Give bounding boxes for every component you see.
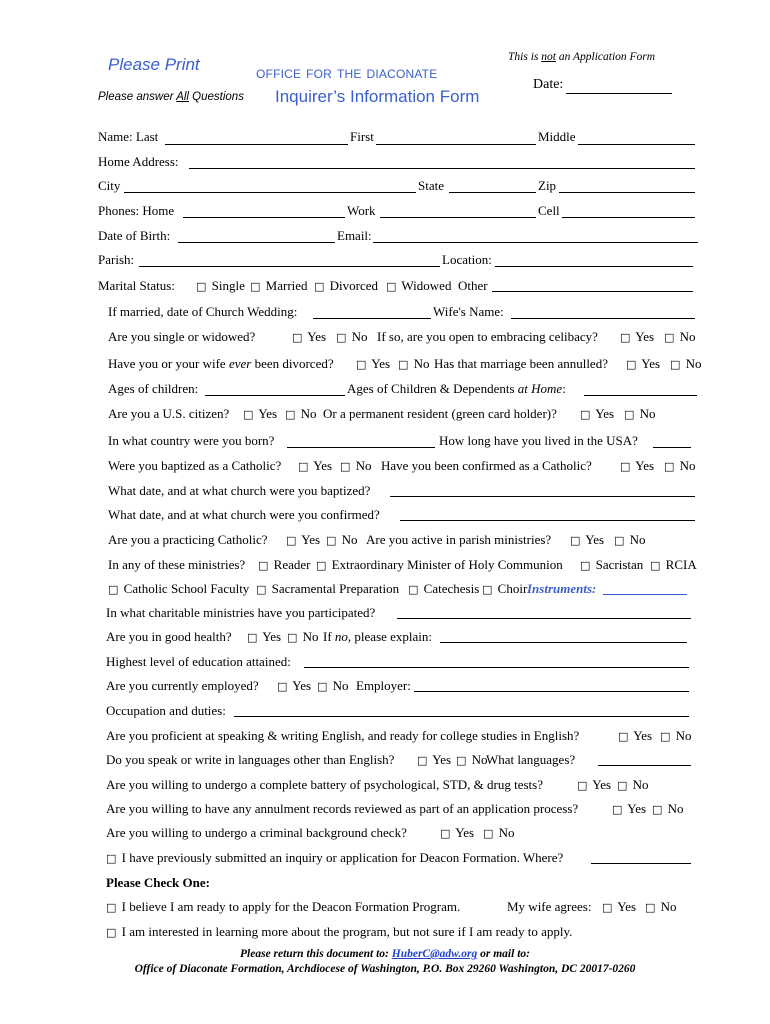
permanent-resident-no[interactable]: □ No	[624, 406, 656, 421]
instruments-label: Instruments:	[527, 581, 597, 596]
annulment-records-yes[interactable]: □ Yes	[612, 801, 647, 816]
home-address-label: Home Address:	[98, 154, 179, 169]
permanent-resident-yes[interactable]: □ Yes	[580, 406, 615, 421]
annulment-records-no[interactable]: □ No	[652, 801, 684, 816]
please-print-label: Please Print	[108, 55, 200, 74]
date-label: Date:	[533, 77, 564, 92]
wedding-date-field[interactable]	[313, 318, 431, 319]
first-name-field[interactable]	[376, 144, 536, 145]
education-label: Highest level of education attained:	[106, 654, 291, 669]
work-phone-field[interactable]	[380, 217, 536, 218]
sacristan-option[interactable]: □ Sacristan	[580, 557, 644, 572]
wife-agrees-label: My wife agrees:	[507, 899, 592, 914]
school-faculty-option[interactable]: □ Catholic School Faculty	[108, 581, 250, 596]
what-languages-label: What languages?	[486, 752, 576, 767]
celibacy-yes[interactable]: □ Yes	[620, 329, 655, 344]
parish-ministries-question: Are you active in parish ministries?	[366, 532, 552, 547]
health-explain-label: If no, please explain:	[323, 629, 433, 644]
single-widowed-yes[interactable]: □ Yes	[292, 329, 327, 344]
charitable-field[interactable]	[397, 618, 691, 619]
ages-home-field[interactable]	[584, 395, 697, 396]
single-widowed-no[interactable]: □ No	[336, 329, 368, 344]
practicing-question: Are you a practicing Catholic?	[108, 532, 268, 547]
emhc-option[interactable]: □ Extraordinary Minister of Holy Communion	[316, 557, 563, 572]
rcia-option[interactable]: □ RCIA	[650, 557, 697, 572]
birth-country-field[interactable]	[287, 447, 435, 448]
tests-yes[interactable]: □ Yes	[577, 777, 612, 792]
state-field[interactable]	[449, 192, 536, 193]
wife-agrees-yes[interactable]: □ Yes	[602, 899, 637, 914]
health-no[interactable]: □ No	[287, 629, 319, 644]
home-address-field[interactable]	[189, 168, 695, 169]
citizen-question: Are you a U.S. citizen?	[108, 406, 230, 421]
ages-children-field[interactable]	[205, 395, 345, 396]
not-application-note: This is not an Application Form	[508, 51, 656, 63]
education-field[interactable]	[304, 667, 689, 668]
single-checkbox[interactable]: □	[196, 280, 207, 293]
wife-name-field[interactable]	[511, 318, 695, 319]
languages-no[interactable]: □ No	[456, 752, 488, 767]
confirmed-question: Have you been confirmed as a Catholic?	[381, 458, 592, 473]
baptism-details-field[interactable]	[390, 496, 695, 497]
divorce-yes[interactable]: □ Yes	[356, 356, 391, 371]
date-field[interactable]	[566, 93, 672, 94]
background-check-no[interactable]: □ No	[483, 825, 515, 840]
married-checkbox[interactable]: □	[250, 280, 261, 293]
english-no[interactable]: □ No	[660, 728, 692, 743]
usa-duration-field[interactable]	[653, 447, 691, 448]
background-check-yes[interactable]: □ Yes	[440, 825, 475, 840]
birth-country-question: In what country were you born?	[108, 433, 275, 448]
english-question: Are you proficient at speaking & writing English, and ready for college studies in English?	[106, 728, 580, 743]
email-label: Email:	[337, 228, 372, 243]
practicing-yes[interactable]: □ Yes	[286, 532, 321, 547]
celibacy-no[interactable]: □ No	[664, 329, 696, 344]
parish-label: Parish:	[98, 252, 135, 267]
ages-home-label: Ages of Children & Dependents at Home:	[347, 381, 566, 396]
charitable-question: In what charitable ministries have you participated?	[106, 605, 376, 620]
email-field[interactable]	[373, 242, 698, 243]
widowed-checkbox[interactable]: □	[386, 280, 397, 293]
cell-phone-label: Cell	[538, 203, 560, 218]
occupation-field[interactable]	[234, 716, 689, 717]
single-widowed-question: Are you single or widowed?	[108, 329, 256, 344]
learn-more-option[interactable]: □ I am interested in learning more about the program, but not sure if I am ready to apply.	[106, 924, 573, 939]
last-name-field[interactable]	[165, 144, 348, 145]
marital-status-label: Marital Status:	[98, 278, 175, 293]
city-field[interactable]	[124, 192, 416, 193]
employer-label: Employer:	[356, 678, 411, 693]
choir-option[interactable]: □ Choir	[482, 581, 528, 596]
confirmation-details-question: What date, and at what church were you confirmed?	[108, 507, 380, 522]
divorced-option[interactable]: □ Divorced	[314, 278, 379, 293]
annulled-question: Has that marriage been annulled?	[434, 356, 608, 371]
citizen-yes[interactable]: □ Yes	[243, 406, 278, 421]
dob-label: Date of Birth:	[98, 228, 171, 243]
baptism-details-question: What date, and at what church were you baptized?	[108, 483, 371, 498]
middle-name-label: Middle	[538, 129, 576, 144]
state-label: State	[418, 178, 444, 193]
parish-ministries-no[interactable]: □ No	[614, 532, 646, 547]
citizen-no[interactable]: □ No	[285, 406, 317, 421]
wife-name-label: Wife's Name:	[433, 304, 504, 319]
baptized-question: Were you baptized as a Catholic?	[108, 458, 282, 473]
catechesis-option[interactable]: □ Catechesis	[408, 581, 480, 596]
parish-field[interactable]	[139, 266, 440, 267]
previous-inquiry-field[interactable]	[591, 863, 691, 864]
languages-question: Do you speak or write in languages other than English?	[106, 752, 395, 767]
divorce-question: Have you or your wife ever been divorced?	[108, 356, 334, 371]
mailing-address: Office of Diaconate Formation, Archdiocese of Washington, P.O. Box 29260 Washington, DC 20017-0260	[134, 963, 636, 975]
tests-question: Are you willing to undergo a complete battery of psychological, STD, & drug tests?	[106, 777, 543, 792]
sacramental-prep-option[interactable]: □ Sacramental Preparation	[256, 581, 400, 596]
first-name-label: First	[350, 129, 374, 144]
employment-no[interactable]: □ No	[317, 678, 349, 693]
dob-field[interactable]	[178, 242, 335, 243]
single-option[interactable]: □ Single	[196, 278, 245, 293]
confirmation-details-field[interactable]	[400, 520, 695, 521]
ready-apply-option[interactable]: □ I believe I am ready to apply for the Deacon Formation Program.	[106, 899, 461, 914]
annulled-no[interactable]: □ No	[670, 356, 702, 371]
divorce-no[interactable]: □ No	[398, 356, 430, 371]
annulment-records-question: Are you willing to have any annulment records reviewed as part of an application process?	[106, 801, 579, 816]
return-instructions: Please return this document to: HuberC@adw.org or mail to:	[240, 948, 530, 960]
tests-no[interactable]: □ No	[617, 777, 649, 792]
answer-all-instruction: Please answer All Questions	[98, 91, 244, 103]
what-languages-field[interactable]	[598, 765, 691, 766]
health-yes[interactable]: □ Yes	[247, 629, 282, 644]
form-title-office: office for the diaconate	[256, 63, 438, 82]
cell-phone-field[interactable]	[562, 217, 695, 218]
practicing-no[interactable]: □ No	[326, 532, 358, 547]
baptized-no[interactable]: □ No	[340, 458, 372, 473]
zip-field[interactable]	[559, 192, 695, 193]
instruments-field[interactable]	[603, 594, 687, 595]
marital-other-field[interactable]	[492, 291, 693, 292]
location-label: Location:	[442, 252, 492, 267]
health-explain-field[interactable]	[440, 642, 687, 643]
ages-children-label: Ages of children:	[108, 381, 199, 396]
permanent-resident-question: Or a permanent resident (green card holder)?	[323, 406, 557, 421]
wedding-date-label: If married, date of Church Wedding:	[108, 304, 298, 319]
home-phone-label: Phones: Home	[98, 203, 175, 218]
employment-yes[interactable]: □ Yes	[277, 678, 312, 693]
occupation-label: Occupation and duties:	[106, 703, 226, 718]
previous-inquiry-option[interactable]: □ I have previously submitted an inquiry or application for Deacon Formation. Where?	[106, 850, 564, 865]
other-label: Other	[458, 278, 488, 293]
married-option[interactable]: □ Married	[250, 278, 308, 293]
location-field[interactable]	[495, 266, 693, 267]
confirmed-no[interactable]: □ No	[664, 458, 696, 473]
middle-name-field[interactable]	[578, 144, 695, 145]
english-yes[interactable]: □ Yes	[618, 728, 653, 743]
background-check-question: Are you willing to undergo a criminal background check?	[106, 825, 407, 840]
employer-field[interactable]	[414, 691, 689, 692]
employment-question: Are you currently employed?	[106, 678, 259, 693]
ministries-question: In any of these ministries?	[108, 557, 246, 572]
widowed-option[interactable]: □ Widowed	[386, 278, 452, 293]
please-check-one-label: Please Check One:	[106, 875, 210, 890]
wife-agrees-no[interactable]: □ No	[645, 899, 677, 914]
languages-yes[interactable]: □ Yes	[417, 752, 452, 767]
baptized-yes[interactable]: □ Yes	[298, 458, 333, 473]
reader-option[interactable]: □ Reader	[258, 557, 311, 572]
divorced-checkbox[interactable]: □	[314, 280, 325, 293]
city-label: City	[98, 178, 121, 193]
confirmed-yes[interactable]: □ Yes	[620, 458, 655, 473]
form-title: Inquirer’s Information Form	[275, 87, 480, 106]
home-phone-field[interactable]	[183, 217, 345, 218]
last-name-label: Name: Last	[98, 129, 159, 144]
celibacy-question: If so, are you open to embracing celibacy?	[377, 329, 598, 344]
email-link[interactable]: HuberC@adw.org	[391, 948, 478, 960]
work-phone-label: Work	[347, 203, 376, 218]
health-question: Are you in good health?	[106, 629, 232, 644]
usa-duration-question: How long have you lived in the USA?	[439, 433, 638, 448]
parish-ministries-yes[interactable]: □ Yes	[570, 532, 605, 547]
zip-label: Zip	[538, 178, 557, 193]
annulled-yes[interactable]: □ Yes	[626, 356, 661, 371]
